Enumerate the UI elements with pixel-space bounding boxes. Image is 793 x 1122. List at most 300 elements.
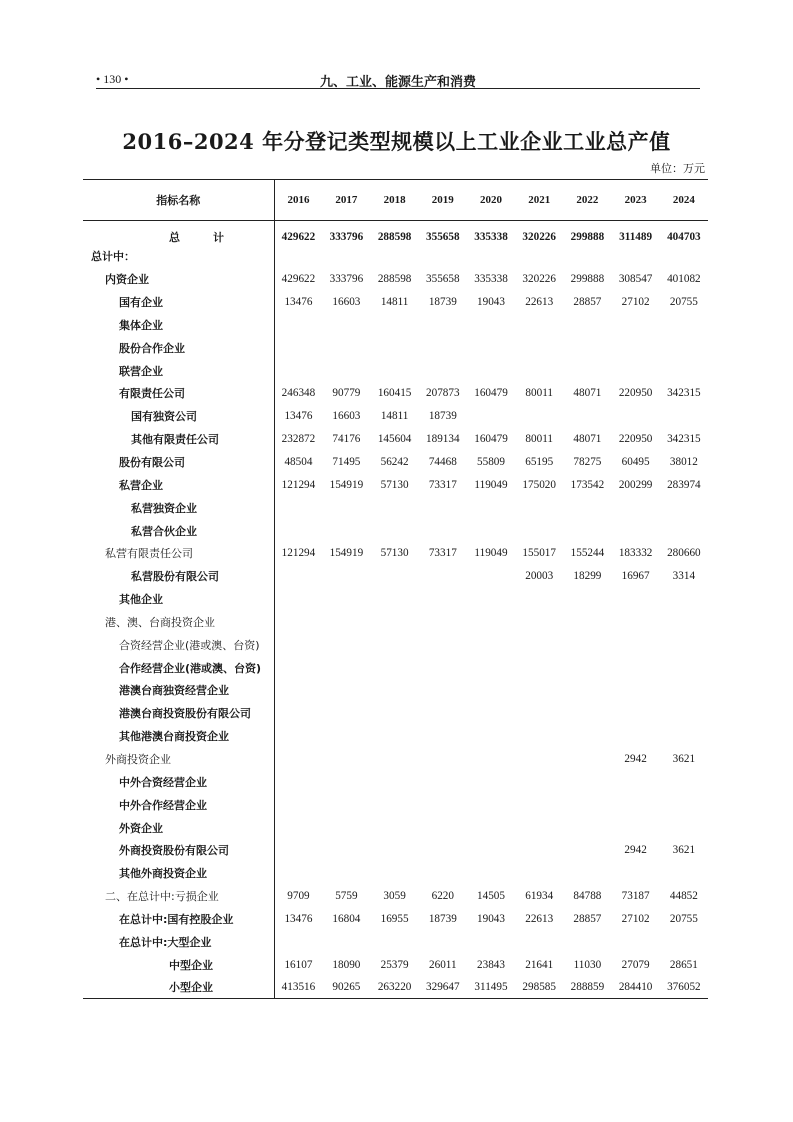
cell-value: 119049 [474,547,508,560]
row-label: 总 计 [83,221,274,246]
column-header-year: 2017 [322,180,370,221]
cell-value [274,679,322,702]
cell-value: 3621 [672,752,696,765]
cell-value: 73317 [428,547,457,560]
cell-value: 288598 [377,273,412,286]
cell-value [419,496,467,519]
table-row [83,221,708,246]
row-label: 内资企业 [83,268,274,291]
table-row [83,953,708,976]
row-label: 有限责任公司 [83,382,274,405]
table-row [83,748,708,771]
row-label: 中外合作经营企业 [83,793,274,816]
cell-value [467,314,515,337]
table-row [83,565,708,588]
cell-value: 155244 [570,547,605,560]
cell-value: 311495 [467,976,515,999]
cell-value: 429622 [281,273,316,286]
cell-value [515,862,563,885]
cell-value [371,633,419,656]
cell-value [515,770,563,793]
cell-value: 429622 [281,231,316,243]
cell-value [274,519,322,542]
cell-value [419,588,467,611]
table-title: 2016–2024 年分登记类型规模以上工业企业工业总产值 [122,129,671,154]
cell-value [563,702,611,725]
cell-value: 60495 [621,456,650,469]
cell-value [660,519,708,542]
cell-value: 22613 [525,296,554,309]
table-row [83,588,708,611]
cell-value [322,656,370,679]
cell-value [419,656,467,679]
cell-value [612,496,660,519]
cell-value: 73187 [621,890,650,903]
cell-value [612,611,660,634]
cell-value [274,565,322,588]
cell-value: 27102 [621,912,650,925]
cell-value [322,496,370,519]
column-header-year: 2023 [612,180,660,221]
table-row [83,656,708,679]
cell-value [274,793,322,816]
cell-value [563,770,611,793]
cell-value [563,633,611,656]
cell-value: 20755 [669,912,698,925]
cell-value [274,336,322,359]
cell-value [322,702,370,725]
cell-value [371,245,419,268]
header-rule [96,88,700,89]
cell-value [660,588,708,611]
cell-value: 16967 [621,570,650,583]
cell-value [515,633,563,656]
table-row [83,839,708,862]
cell-value: 183332 [618,547,653,560]
cell-value [515,496,563,519]
cell-value: 57130 [380,547,409,560]
cell-value: 55809 [477,456,505,469]
table-row [83,542,708,565]
cell-value [515,748,563,771]
cell-value: 311489 [619,231,653,243]
cell-value [660,245,708,268]
cell-value [612,359,660,382]
cell-value [612,816,660,839]
cell-value: 13476 [284,912,313,925]
cell-value: 3621 [672,844,696,857]
cell-value [371,770,419,793]
cell-value: 44852 [669,890,698,903]
cell-value: 80011 [525,387,553,400]
cell-value [563,679,611,702]
table-row [83,451,708,474]
cell-value [660,702,708,725]
cell-value [612,725,660,748]
cell-value [371,930,419,953]
cell-value [467,359,515,382]
cell-value: 413516 [274,976,322,999]
cell-value [515,405,563,428]
cell-value: 335338 [474,273,508,286]
table-row [83,359,708,382]
cell-value [371,725,419,748]
cell-value [274,611,322,634]
cell-value [419,519,467,542]
cell-value [515,816,563,839]
cell-value [612,930,660,953]
cell-value [274,770,322,793]
cell-value [371,793,419,816]
row-label: 其他外商投资企业 [83,862,274,885]
cell-value [563,336,611,359]
cell-value [371,588,419,611]
cell-value [274,839,322,862]
cell-value: 2942 [624,844,647,857]
cell-value [612,245,660,268]
row-label: 在总计中:国有控股企业 [83,907,274,930]
cell-value [660,770,708,793]
cell-value [660,359,708,382]
cell-value: 283974 [667,478,701,491]
cell-value [419,679,467,702]
cell-value: 16955 [380,912,409,925]
cell-value [419,748,467,771]
cell-value: 5759 [335,890,358,903]
cell-value [467,793,515,816]
cell-value: 14811 [380,410,409,423]
cell-value [660,862,708,885]
cell-value [467,770,515,793]
cell-value: 299888 [570,273,605,286]
cell-value [563,588,611,611]
cell-value: 16603 [332,296,361,309]
column-header-year: 2018 [371,180,419,221]
cell-value: 14505 [477,890,505,903]
cell-value: 80011 [525,433,553,446]
row-label: 港澳台商投资股份有限公司 [83,702,274,725]
cell-value: 320226 [522,273,556,286]
cell-value [322,565,370,588]
cell-value: 26011 [429,958,457,971]
cell-value [563,245,611,268]
cell-value [515,336,563,359]
cell-value: 57130 [380,478,409,491]
row-label: 国有企业 [83,291,274,314]
cell-value [467,405,515,428]
cell-value [274,702,322,725]
cell-value [467,565,515,588]
row-label: 私营独资企业 [83,496,274,519]
cell-value: 189134 [426,433,460,446]
table-row [83,976,708,999]
cell-value: 401082 [667,273,701,286]
cell-value [660,611,708,634]
cell-value [515,930,563,953]
cell-value: 18739 [428,912,457,925]
cell-value: 16107 [284,958,313,971]
cell-value [660,725,708,748]
cell-value [612,336,660,359]
cell-value: 342315 [667,433,701,446]
cell-value [660,496,708,519]
cell-value: 232872 [281,433,316,446]
cell-value: 18739 [428,296,457,309]
column-header-year: 2016 [274,180,322,221]
cell-value [274,748,322,771]
cell-value [419,314,467,337]
cell-value: 299888 [570,231,605,243]
cell-value: 121294 [281,478,316,491]
column-header-indicator: 指标名称 [83,180,274,221]
cell-value: 48504 [284,456,313,469]
table-header-row [83,180,708,221]
cell-value [612,588,660,611]
cell-value [322,839,370,862]
cell-value [612,793,660,816]
cell-value [419,725,467,748]
cell-value [612,314,660,337]
cell-value: 333796 [329,273,364,286]
cell-value: 175020 [522,478,556,491]
cell-value: 376052 [660,976,708,999]
output-value-table [83,179,708,999]
cell-value: 200299 [618,478,653,491]
cell-value [274,862,322,885]
cell-value: 160415 [377,387,412,400]
cell-value [371,839,419,862]
cell-value [467,633,515,656]
cell-value [322,519,370,542]
cell-value [371,816,419,839]
cell-value: 160479 [474,387,508,400]
cell-value [563,862,611,885]
cell-value: 320226 [522,231,556,243]
cell-value [419,839,467,862]
row-label: 外资企业 [83,816,274,839]
column-header-year: 2021 [515,180,563,221]
cell-value [467,725,515,748]
cell-value: 284410 [612,976,660,999]
cell-value [515,839,563,862]
cell-value: 2942 [624,752,647,765]
row-label: 私营股份有限公司 [83,565,274,588]
cell-value: 119049 [474,478,508,491]
cell-value: 342315 [667,387,701,400]
row-label: 中外合资经营企业 [83,770,274,793]
cell-value [274,359,322,382]
cell-value: 298585 [515,976,563,999]
row-label: 合资经营企业(港或澳、台资) [83,633,274,656]
cell-value [563,519,611,542]
cell-value [419,359,467,382]
row-label: 私营合伙企业 [83,519,274,542]
cell-value: 18739 [428,410,457,423]
cell-value: 6220 [431,890,454,903]
cell-value [660,633,708,656]
cell-value [322,816,370,839]
cell-value [322,793,370,816]
cell-value [563,816,611,839]
cell-value [660,314,708,337]
cell-value [274,930,322,953]
cell-value [612,656,660,679]
cell-value: 22613 [525,912,554,925]
cell-value [563,725,611,748]
cell-value: 13476 [284,410,313,423]
row-label: 中型企业 [83,953,274,976]
section-title: 九、工业、能源生产和消费 [319,75,476,90]
cell-value: 23843 [477,958,505,971]
row-label: 港、澳、台商投资企业 [83,611,274,634]
cell-value [371,565,419,588]
cell-value [563,405,611,428]
cell-value: 3314 [672,570,696,583]
cell-value: 74176 [332,433,361,446]
cell-value: 329647 [419,976,467,999]
cell-value [322,930,370,953]
cell-value: 27079 [621,958,650,971]
cell-value [660,656,708,679]
cell-value [467,930,515,953]
cell-value [419,816,467,839]
row-label: 私营企业 [83,473,274,496]
cell-value [612,633,660,656]
cell-value: 84788 [573,890,602,903]
cell-value [322,336,370,359]
cell-value [467,656,515,679]
cell-value [467,588,515,611]
cell-value [515,519,563,542]
cell-value: 25379 [380,958,409,971]
cell-value: 16804 [332,912,361,925]
cell-value [419,633,467,656]
cell-value [322,588,370,611]
cell-value: 18299 [573,570,602,583]
table-row [83,314,708,337]
cell-value: 220950 [618,433,653,446]
cell-value [515,702,563,725]
cell-value [612,679,660,702]
table-row [83,405,708,428]
cell-value [371,496,419,519]
cell-value [515,314,563,337]
cell-value: 48071 [573,387,602,400]
cell-value: 38012 [669,456,698,469]
cell-value: 16603 [332,410,361,423]
cell-value [419,862,467,885]
table-row [83,793,708,816]
cell-value: 65195 [525,456,554,469]
cell-value: 288598 [377,231,412,243]
cell-value [419,930,467,953]
cell-value: 155017 [522,547,556,560]
cell-value [660,679,708,702]
table-row [83,885,708,908]
cell-value [563,748,611,771]
cell-value [467,816,515,839]
table-row [83,679,708,702]
cell-value [515,725,563,748]
cell-value [563,656,611,679]
cell-value: 335338 [474,231,508,243]
row-label: 总计中： [83,245,274,268]
cell-value [371,679,419,702]
cell-value: 20755 [669,296,698,309]
cell-value: 14811 [380,296,409,309]
cell-value [371,611,419,634]
cell-value [274,633,322,656]
unit-label: 单位：万元 [650,162,705,175]
cell-value: 220950 [618,387,653,400]
table-row [83,268,708,291]
table-row [83,633,708,656]
cell-value [419,793,467,816]
cell-value [563,793,611,816]
table-row [83,770,708,793]
cell-value [467,611,515,634]
row-label: 港澳台商独资经营企业 [83,679,274,702]
cell-value [322,359,370,382]
cell-value [274,588,322,611]
table-row [83,519,708,542]
cell-value: 18090 [332,958,361,971]
cell-value: 78275 [573,456,602,469]
cell-value [515,656,563,679]
column-header-year: 2022 [563,180,611,221]
cell-value: 154919 [329,547,364,560]
cell-value [274,496,322,519]
cell-value: 90265 [322,976,370,999]
cell-value: 333796 [329,231,364,243]
column-header-year: 2019 [419,180,467,221]
table-row [83,473,708,496]
cell-value: 355658 [426,231,460,243]
cell-value [371,702,419,725]
row-label: 股份合作企业 [83,336,274,359]
cell-value: 404703 [667,231,701,243]
table-row [83,907,708,930]
column-header-year: 2024 [660,180,708,221]
cell-value: 160479 [474,433,508,446]
cell-value: 9709 [287,890,310,903]
cell-value [419,245,467,268]
cell-value [660,405,708,428]
cell-value: 61934 [525,890,554,903]
cell-value [322,633,370,656]
cell-value [322,748,370,771]
table-row [83,816,708,839]
table-row [83,611,708,634]
cell-value: 154919 [329,478,364,491]
cell-value: 28651 [669,958,698,971]
cell-value [660,793,708,816]
cell-value [322,314,370,337]
cell-value: 56242 [380,456,409,469]
cell-value: 20003 [525,570,554,583]
cell-value: 71495 [332,456,361,469]
cell-value: 19043 [477,296,505,309]
row-label: 在总计中:大型企业 [83,930,274,953]
row-label: 联营企业 [83,359,274,382]
cell-value [563,839,611,862]
cell-value [419,565,467,588]
cell-value [612,405,660,428]
row-label: 股份有限公司 [83,451,274,474]
cell-value: 48071 [573,433,602,446]
cell-value [274,816,322,839]
cell-value [467,519,515,542]
